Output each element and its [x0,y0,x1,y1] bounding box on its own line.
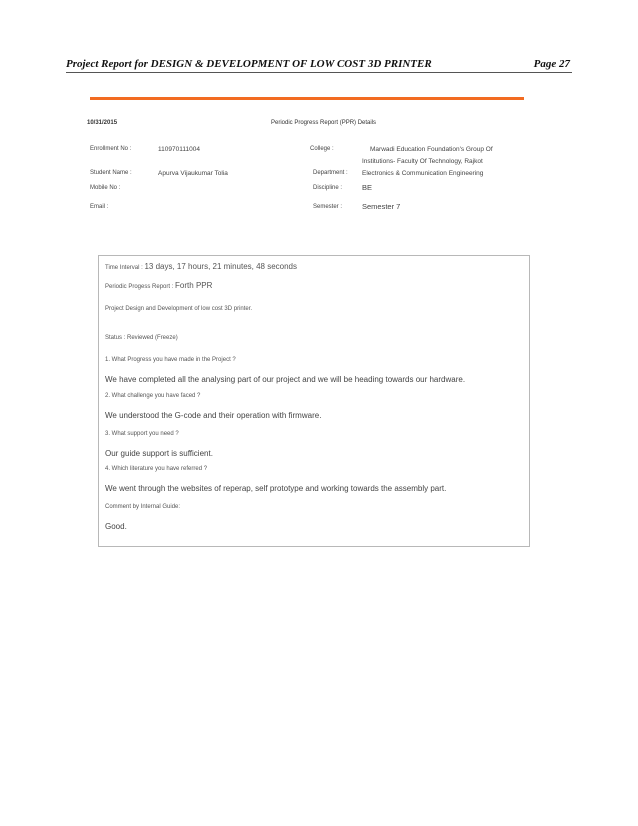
college-label: College : [310,146,334,152]
time-interval-value: 13 days, 17 hours, 21 minutes, 48 seconds [144,262,298,271]
department-value: Electronics & Communication Engineering [362,170,484,177]
answer-3: Our guide support is sufficient. [105,449,213,458]
semester-label: Semester : [313,204,343,210]
department-label: Department : [313,170,348,176]
semester-value: Semester 7 [362,202,401,211]
student-name-value: Apurva Vijaukumar Tolia [158,170,228,177]
report-date: 10/31/2015 [87,120,118,126]
time-interval-label: Time Interval : [105,265,143,271]
comment-label: Comment by Internal Guide: [105,504,181,510]
college-value-line2: Institutions- Faculty Of Technology, Rajkot [362,158,483,165]
ppr-label: Periodic Progess Report : [105,284,174,290]
project-title: Project Design and Development of low cost 3D printer. [105,306,253,312]
question-1: 1. What Progress you have made in the Project ? [105,357,236,363]
page-number: Page 27 [533,58,570,70]
question-3: 3. What support you need ? [105,431,179,437]
enrollment-value: 110970111004 [158,146,200,153]
question-4: 4. Which literature you have referred ? [105,466,208,472]
mobile-label: Mobile No : [90,185,121,191]
question-2: 2. What challenge you have faced ? [105,393,201,399]
ppr [105,281,212,290]
page-header-title: Project Report for DESIGN & DEVELOPMENT OF LOW COST 3D PRINTER [66,58,432,70]
header-rule [66,72,572,73]
discipline-label: Discipline : [313,185,343,191]
time-interval [105,262,297,271]
progress-details-box [98,255,530,547]
ppr-value: Forth PPR [175,281,213,290]
email-label: Email : [90,204,109,210]
discipline-value: BE [362,183,373,192]
comment-value: Good. [105,522,127,531]
answer-2: We understood the G-code and their operation with firmware. [105,411,322,420]
status: Status : Reviewed (Freeze) [105,335,178,341]
report-heading: Periodic Progress Report (PPR) Details [271,120,377,126]
page-header [66,58,570,72]
college-value-line1: Marwadi Education Foundation's Group Of [370,146,493,153]
answer-1: We have completed all the analysing part of our project and we will be heading towards our hardware. [105,375,466,384]
accent-bar [90,97,524,100]
student-name-label: Student Name : [90,170,132,176]
answer-4: We went through the websites of reperap, self prototype and working towards the assembly part. [105,484,447,493]
enrollment-label: Enrollment No : [90,146,132,152]
